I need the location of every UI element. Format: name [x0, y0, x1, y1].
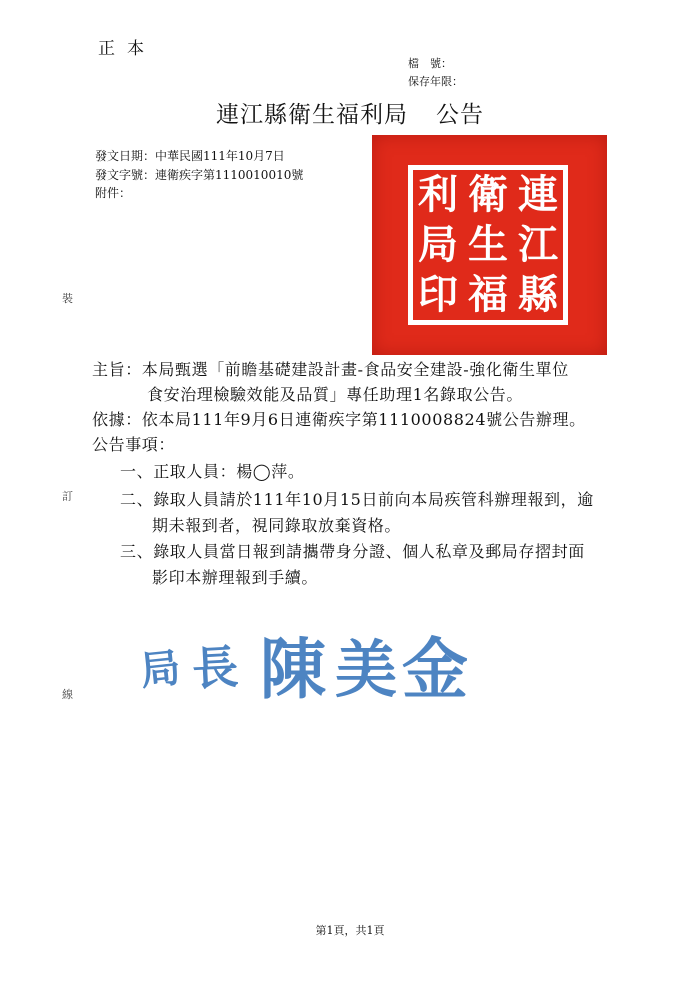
notice-item-line: 三、錄取人員當日報到請攜帶身分證、個人私章及郵局存摺封面: [120, 542, 585, 561]
binding-mark-xian: 線: [62, 688, 73, 701]
notice-item-2: [120, 487, 594, 539]
seal-border: [408, 165, 568, 325]
stamp-char: 長: [190, 639, 240, 697]
notice-item-line: 期未報到者，視同錄取放棄資格。: [152, 516, 402, 535]
seal-char: 印: [418, 271, 458, 318]
stamp-char: 局: [138, 645, 183, 695]
document-title: [0, 96, 700, 129]
notice-item-line: 影印本辦理報到手續。: [152, 568, 319, 587]
seal-char: 生: [468, 221, 508, 268]
file-number-label: 檔 號：: [408, 57, 452, 70]
issue-date: 發文日期：中華民國111年10月7日: [95, 149, 285, 163]
subject-line: 主旨：本局甄選「前瞻基礎建設計畫-食品安全建設-強化衛生單位: [92, 360, 569, 379]
binding-mark-ding: 訂: [62, 490, 73, 503]
stamp-char: 美: [335, 633, 398, 706]
stamp-char: 陳: [260, 631, 326, 708]
basis-paragraph: 依據：依本局111年9月6日連衛疾字第1110008824號公告辦理。: [92, 410, 586, 429]
stamp-char: 金: [402, 631, 468, 708]
copy-label: 正本: [98, 39, 156, 59]
notice-heading: 公告事項：: [92, 435, 176, 454]
notice-item-3: [120, 539, 585, 591]
attachments: 附件：: [95, 186, 132, 200]
seal-char: 福: [468, 271, 508, 318]
official-seal: [372, 135, 607, 355]
binding-mark-zhuang: 裝: [62, 292, 73, 305]
director-signature-stamp: [140, 610, 480, 720]
title-organization: 連江縣衛生福利局: [216, 102, 408, 128]
subject-paragraph: [92, 357, 569, 407]
title-type: 公告: [436, 102, 484, 128]
seal-char: 連: [518, 171, 558, 218]
notice-item-line: 二、錄取人員請於111年10月15日前向本局疾管科辦理報到，逾: [120, 490, 594, 509]
subject-line: 食安治理檢驗效能及品質」專任助理1名錄取公告。: [147, 385, 523, 404]
issue-number: 發文字號：連衛疾字第1110010010號: [95, 168, 304, 182]
retention-period-label: 保存年限：: [408, 75, 463, 88]
notice-item-1: 一、正取人員：楊◯萍。: [120, 462, 305, 481]
seal-char: 衛: [468, 171, 508, 218]
page-number: 第1頁，共1頁: [315, 924, 385, 937]
seal-char: 局: [418, 221, 458, 268]
seal-char: 縣: [518, 271, 558, 318]
seal-char: 利: [418, 171, 458, 218]
seal-char: 江: [518, 221, 558, 268]
